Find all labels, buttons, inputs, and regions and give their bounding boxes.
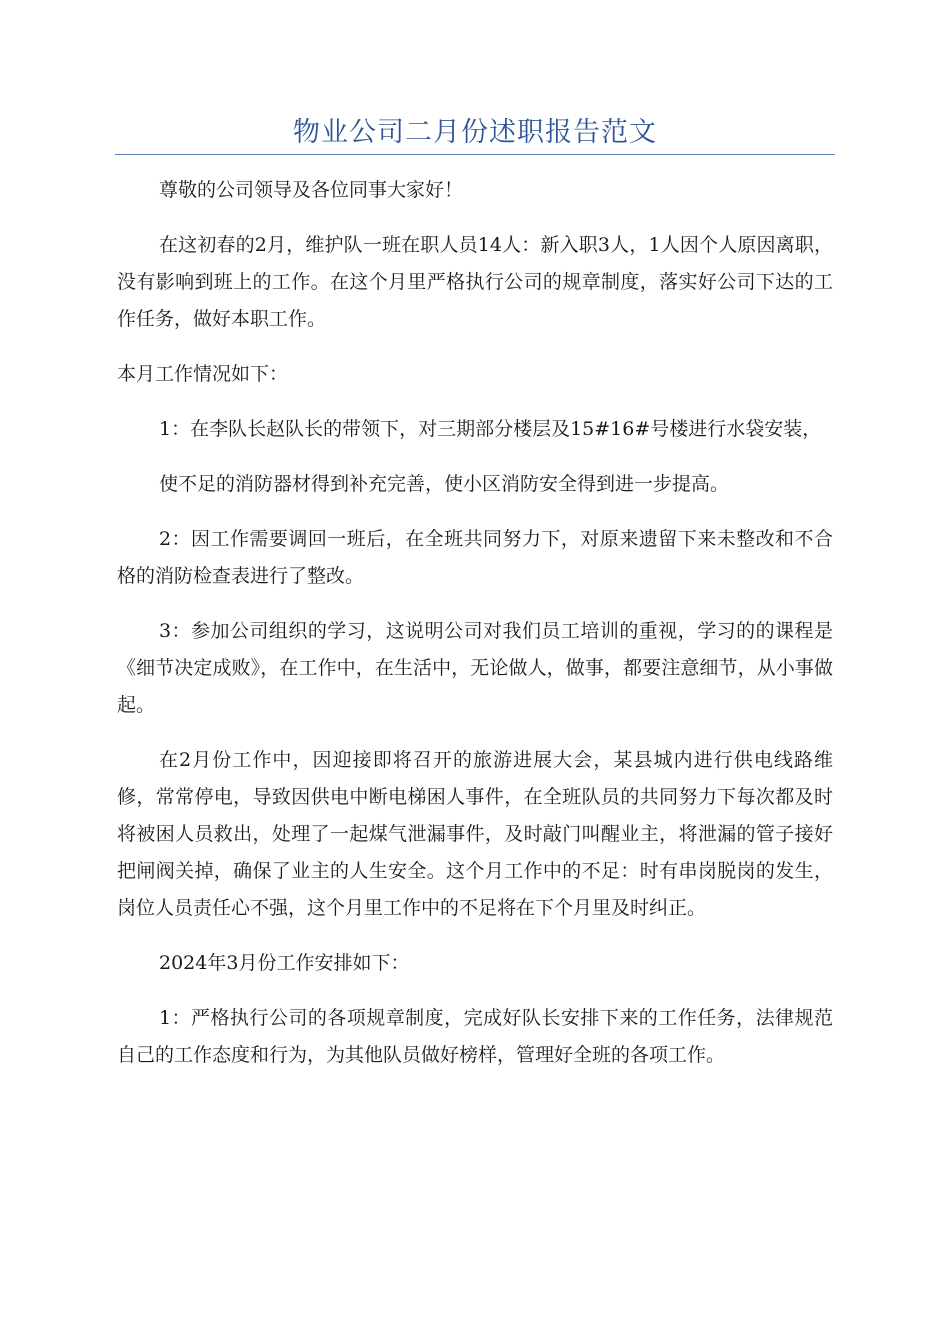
paragraph-summary: 在2月份工作中，因迎接即将召开的旅游进展大会，某县城内进行供电线路维修，常常停电，导致因供电中断电梯困人事件，在全班队员的共同努力下每次都及时将被困人员救出，处理了一起煤气泄漏事件，及时敲门叫醒业主，将泄漏的管子接好把闸阀关掉，确保了业主的人生安全。这个月工作中的不足：时有串岗脱岗的发生，岗位人员责任心不强，这个月里工作中的不足将在下个月里及时纠正。	[117, 749, 833, 919]
title-underline	[115, 154, 835, 155]
paragraph-section-heading: 本月工作情况如下：	[117, 363, 289, 385]
paragraph-item-1: 1：在李队长赵队长的带领下，对三期部分楼层及15#16#号楼进行水袋安装，	[159, 418, 822, 440]
paragraph-item-2: 2：因工作需要调回一班后，在全班共同努力下，对原来遗留下来未整改和不合格的消防检查表进行了整改。	[117, 528, 833, 587]
paragraph-plan-heading: 2024年3月份工作安排如下：	[159, 952, 410, 974]
paragraph-intro: 在这初春的2月，维护队一班在职人员14人：新入职3人，1人因个人原因离职，没有影响到班上的工作。在这个月里严格执行公司的规章制度，落实好公司下达的工作任务，做好本职工作。	[117, 234, 833, 330]
paragraph-plan-item-1: 1：严格执行公司的各项规章制度，完成好队长安排下来的工作任务，法律规范自己的工作态度和行为，为其他队员做好榜样，管理好全班的各项工作。	[117, 1007, 833, 1066]
paragraph-item-1-cont: 使不足的消防器材得到补充完善，使小区消防安全得到进一步提高。	[159, 473, 730, 495]
document-title: 物业公司二月份述职报告范文	[293, 117, 657, 148]
paragraph-greeting: 尊敬的公司领导及各位同事大家好！	[159, 179, 464, 201]
document-body	[117, 172, 833, 1092]
paragraph-item-3: 3：参加公司组织的学习，这说明公司对我们员工培训的重视，学习的的课程是《细节决定成败》，在工作中，在生活中，无论做人，做事，都要注意细节，从小事做起。	[117, 620, 833, 716]
